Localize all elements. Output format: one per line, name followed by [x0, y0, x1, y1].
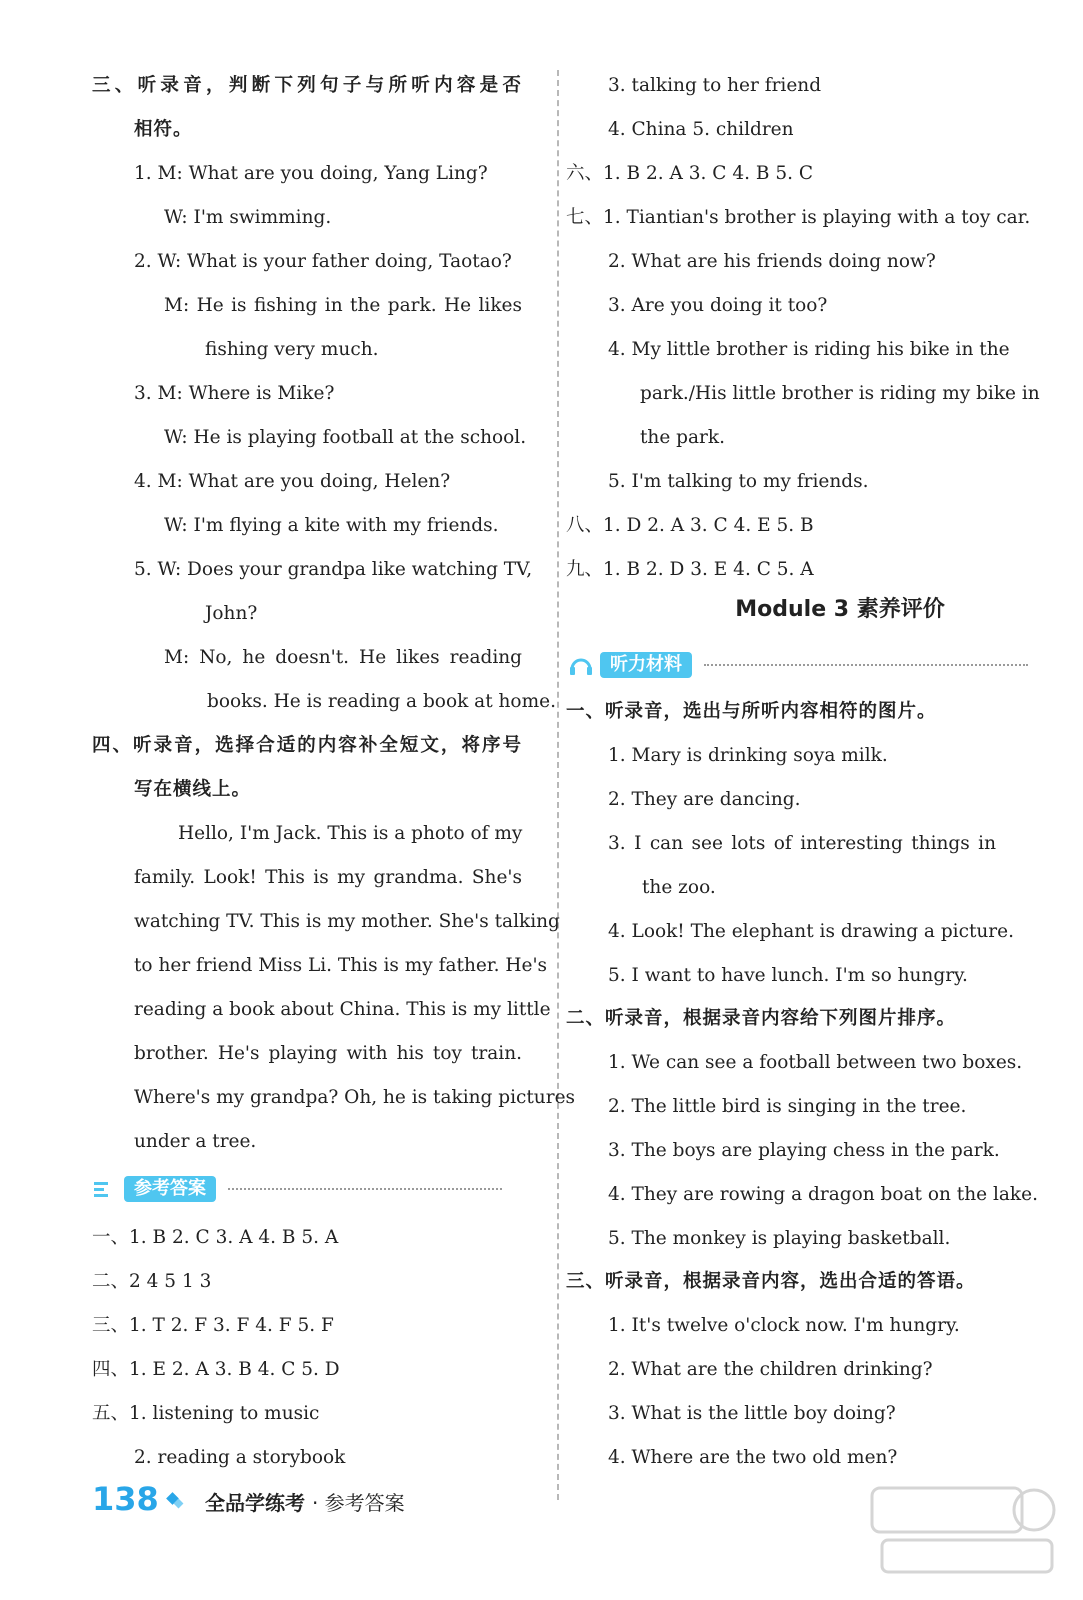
passage-line: watching TV. This is my mother. She's talking [134, 911, 560, 932]
answer-line: 二、2 4 5 1 3 [92, 1271, 212, 1292]
headphones-icon [568, 653, 594, 677]
answer-line: 4. China 5. children [608, 119, 794, 140]
watermark-logo [862, 1480, 1062, 1580]
answer-line: 三、1. T 2. F 3. F 4. F 5. F [92, 1315, 334, 1336]
transcript-line: 1. Mary is drinking soya milk. [608, 745, 888, 766]
dotted-rule [704, 664, 1028, 666]
question-heading: 一、听录音，选出与所听内容相符的图片。 [566, 701, 937, 722]
dialogue-line: John? [205, 603, 258, 624]
book-subtitle: · 参考答案 [311, 1491, 405, 1515]
transcript-line: 2. The little bird is singing in the tree. [608, 1096, 967, 1117]
listening-material-tag [568, 652, 1028, 678]
transcript-line: 3. The boys are playing chess in the park. [608, 1140, 1000, 1161]
answer-key-label: 参考答案 [124, 1176, 216, 1202]
answer-line: 2. What are his friends doing now? [608, 251, 936, 272]
transcript-line: 5. The monkey is playing basketball. [608, 1228, 951, 1249]
answer-line: 4. My little brother is riding his bike in the [608, 339, 1010, 360]
dialogue-line: 1. M: What are you doing, Yang Ling? [134, 163, 488, 184]
dialogue-line: 2. W: What is your father doing, Taotao? [134, 251, 512, 272]
list-icon [92, 1177, 118, 1201]
question-heading-cont: 写在横线上。 [134, 779, 252, 800]
answer-line: 六、1. B 2. A 3. C 4. B 5. C [566, 163, 814, 184]
answer-line: 九、1. B 2. D 3. E 4. C 5. A [566, 559, 814, 580]
transcript-line: 2. They are dancing. [608, 789, 801, 810]
passage-line: family. Look! This is my grandma. She's [134, 867, 522, 888]
question-heading-cont: 相符。 [134, 119, 193, 140]
answer-line: 3. Are you doing it too? [608, 295, 828, 316]
answer-line: 七、1. Tiantian's brother is playing with a toy car. [566, 207, 1031, 228]
passage-line: under a tree. [134, 1131, 257, 1152]
passage-line: reading a book about China. This is my little [134, 999, 551, 1020]
dialogue-line: W: I'm swimming. [164, 207, 332, 228]
dialogue-line: M: He is fishing in the park. He likes [164, 295, 522, 316]
dialogue-line: 5. W: Does your grandpa like watching TV, [134, 559, 533, 580]
book-title: 全品学练考 [205, 1491, 305, 1515]
dialogue-line: 3. M: Where is Mike? [134, 383, 335, 404]
transcript-line: 4. Look! The elephant is drawing a picture. [608, 921, 1014, 942]
answer-line: 八、1. D 2. A 3. C 4. E 5. B [566, 515, 814, 536]
footer-title [205, 1487, 405, 1516]
passage-line: to her friend Miss Li. This is my father. He's [134, 955, 548, 976]
answer-key-tag [92, 1176, 502, 1202]
transcript-line: 1. We can see a football between two boxes. [608, 1052, 1023, 1073]
question-heading: 三、听录音，判断下列句子与所听内容是否 [92, 75, 522, 96]
dialogue-line: 4. M: What are you doing, Helen? [134, 471, 451, 492]
dialogue-line: W: He is playing football at the school. [164, 427, 527, 448]
question-heading: 二、听录音，根据录音内容给下列图片排序。 [566, 1008, 957, 1029]
passage-line: brother. He's playing with his toy train. [134, 1043, 522, 1064]
answer-line: 四、1. E 2. A 3. B 4. C 5. D [92, 1359, 340, 1380]
answer-line: park./His little brother is riding my bike in [640, 383, 1040, 404]
answer-line: the park. [640, 427, 725, 448]
transcript-line: 4. Where are the two old men? [608, 1447, 898, 1468]
dialogue-line: fishing very much. [205, 339, 379, 360]
dialogue-line: books. He is reading a book at home. [207, 691, 556, 712]
answer-line: 2. reading a storybook [134, 1447, 346, 1468]
page-number: 138 [92, 1480, 159, 1518]
answer-line: 5. I'm talking to my friends. [608, 471, 869, 492]
passage-line: Where's my grandpa? Oh, he is taking pictures [134, 1087, 576, 1108]
passage-line: Hello, I'm Jack. This is a photo of my [178, 823, 523, 844]
listening-material-label: 听力材料 [600, 652, 692, 678]
column-divider [557, 70, 559, 1500]
module-title: Module 3 素养评价 [735, 597, 945, 622]
transcript-line: 2. What are the children drinking? [608, 1359, 933, 1380]
dialogue-line: W: I'm flying a kite with my friends. [164, 515, 499, 536]
dotted-rule [228, 1188, 502, 1190]
question-heading: 四、听录音，选择合适的内容补全短文，将序号 [92, 735, 522, 756]
transcript-line: 4. They are rowing a dragon boat on the lake. [608, 1184, 1038, 1205]
answer-line: 五、1. listening to music [92, 1403, 320, 1424]
transcript-line: the zoo. [642, 877, 716, 898]
transcript-line: 1. It's twelve o'clock now. I'm hungry. [608, 1315, 960, 1336]
transcript-line: 3. What is the little boy doing? [608, 1403, 896, 1424]
diamond-icon [164, 1490, 186, 1512]
question-heading: 三、听录音，根据录音内容，选出合适的答语。 [566, 1271, 976, 1292]
answer-line: 3. talking to her friend [608, 75, 822, 96]
transcript-line: 5. I want to have lunch. I'm so hungry. [608, 965, 968, 986]
answer-line: 一、1. B 2. C 3. A 4. B 5. A [92, 1227, 339, 1248]
dialogue-line: M: No, he doesn't. He likes reading [164, 647, 522, 668]
transcript-line: 3. I can see lots of interesting things in [608, 833, 996, 854]
